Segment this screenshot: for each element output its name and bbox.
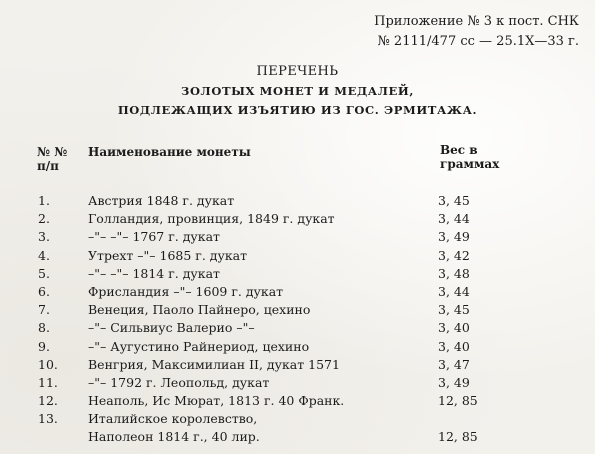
coin-name: Венгрия, Максимилиан II, дукат 1571 [88,356,340,372]
coin-name: Голландия, провинция, 1849 г. дукат [88,211,335,227]
table-row [0,429,595,447]
table-row [0,229,595,247]
coin-weight: 3, 45 [438,302,470,318]
coin-name: Австрия 1848 г. дукат [88,193,235,208]
row-number: 2. [38,211,50,227]
row-number: 6. [38,283,50,299]
row-number: 9. [38,338,50,354]
row-number: 7. [38,302,50,318]
coin-weight: 3, 48 [438,265,470,281]
appendix-line-2: № 2111/477 сс — 25.1Х—33 г. [377,34,579,49]
column-header-number [37,145,82,173]
row-number: 3. [38,229,50,245]
table-row [0,211,595,229]
column-header-number-line-1: № № [37,145,68,159]
coin-list [0,193,595,448]
column-header-number-line-2: п/п [37,159,59,173]
table-row [0,302,595,320]
coin-weight: 3, 45 [438,193,470,208]
row-number: 1. [38,193,50,208]
coin-name: –"– –"– 1814 г. дукат [88,265,220,281]
column-header-weight-line-2: граммах [440,157,500,171]
document-title: ПЕРЕЧЕНЬ [256,64,339,79]
coin-weight: 3, 47 [438,356,470,372]
coin-name: Венеция, Паоло Пайнеро, цехино [88,302,311,318]
row-number: 5. [38,265,50,281]
column-header-weight [440,143,510,171]
coin-weight: 3, 40 [438,338,470,354]
coin-weight: 12, 85 [438,393,478,409]
coin-name: –"– Аугустино Райнериод, цехино [88,338,310,354]
table-row [0,284,595,302]
coin-weight: 3, 44 [438,211,470,227]
table-row [0,266,595,284]
table-row [0,393,595,411]
coin-weight: 12, 85 [438,429,478,445]
table-row [0,320,595,338]
coin-name: Фрисландия –"– 1609 г. дукат [88,283,284,299]
row-number: 10. [38,356,58,372]
coin-weight: 3, 44 [438,283,470,299]
appendix-line-1: Приложение № 3 к пост. СНК [374,14,579,29]
table-row [0,193,595,211]
document-subtitle-2: ПОДЛЕЖАЩИХ ИЗЪЯТИЮ ИЗ ГОС. ЭРМИТАЖА. [117,103,478,117]
coin-weight: 3, 49 [438,374,470,390]
column-header-name: Наименование монеты [88,145,251,159]
coin-weight: 3, 42 [438,247,470,263]
table-row [0,339,595,357]
document-subtitle-1: ЗОЛОТЫХ МОНЕТ И МЕДАЛЕЙ, [181,84,414,98]
row-number: 4. [38,247,50,263]
row-number: 8. [38,320,50,336]
table-row [0,357,595,375]
row-number: 13. [38,411,58,427]
coin-name: Неаполь, Ис Мюрат, 1813 г. 40 Франк. [88,393,345,409]
table-row [0,248,595,266]
coin-name: –"– Сильвиус Валерио –"– [88,320,255,336]
coin-name: –"– 1792 г. Леопольд, дукат [88,374,270,390]
coin-name: –"– –"– 1767 г. дукат [88,229,220,245]
table-row [0,411,595,429]
row-number: 11. [38,374,58,390]
coin-weight: 3, 49 [438,229,470,245]
appendix-note [279,12,579,52]
column-header-weight-line-1: Вес в [440,143,478,157]
row-number: 12. [38,393,58,409]
coin-name: Италийское королевство, [88,411,258,427]
coin-weight: 3, 40 [438,320,470,336]
table-row [0,375,595,393]
coin-name: Утрехт –"– 1685 г. дукат [88,247,248,263]
coin-name: Наполеон 1814 г., 40 лир. [88,429,260,445]
